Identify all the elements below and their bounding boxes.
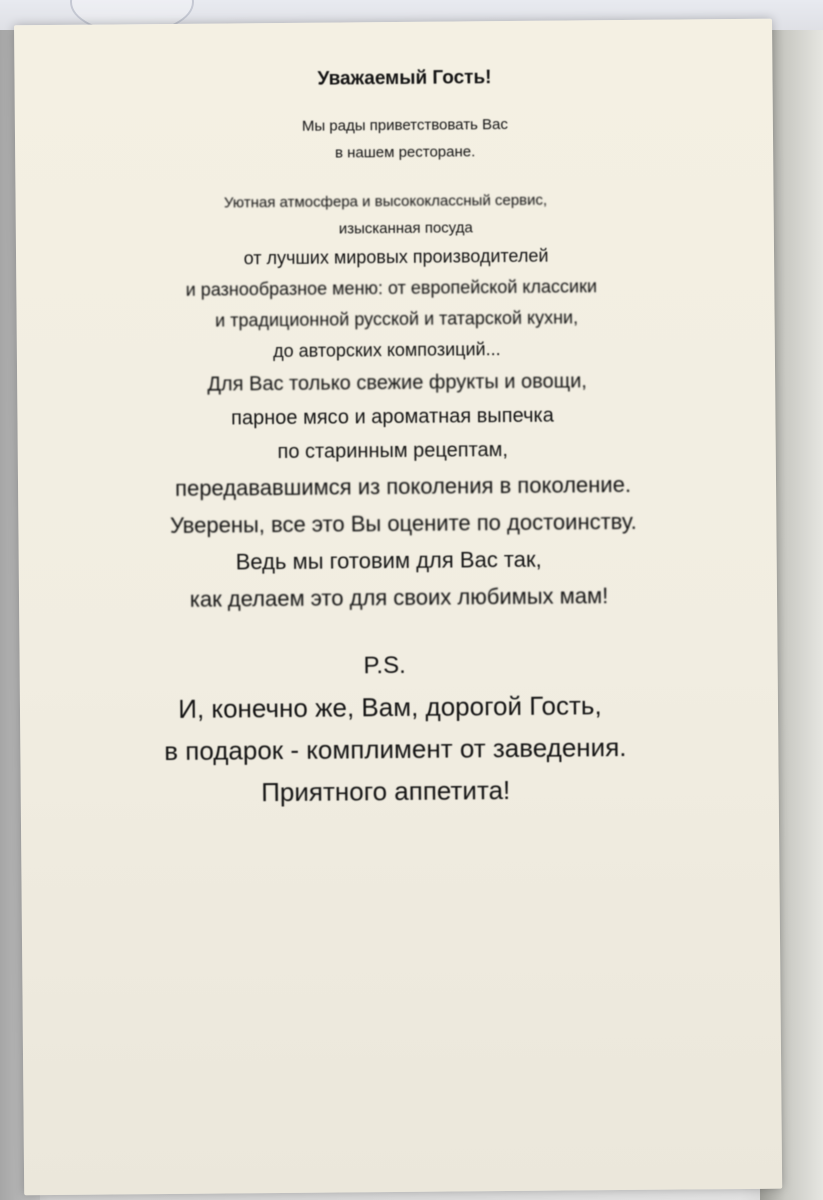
welcome-letter xyxy=(54,59,761,815)
greeting-line: в нашем ресторане. xyxy=(334,143,476,162)
ps-line: Приятного аппетита! xyxy=(261,775,511,808)
show-through-text xyxy=(92,910,612,915)
body-line: Уютная атмосфера и высококлассный сервис, xyxy=(223,191,548,212)
body-line: Уверены, все это Вы оцените по достоинству. xyxy=(169,508,637,538)
body-line: изысканная посуда xyxy=(338,219,473,238)
ps-line: И, конечно же, Вам, дорогой Гость, xyxy=(178,690,602,724)
menu-page xyxy=(14,19,782,1196)
ps-line: в подарок - комплимент от заведения. xyxy=(164,731,627,767)
body-line: Для Вас только свежие фрукты и овощи, xyxy=(207,370,587,396)
ps-label: P.S. xyxy=(363,651,406,680)
letter-title: Уважаемый Гость! xyxy=(317,67,492,90)
body-line: и традиционной русской и татарской кухни, xyxy=(215,307,579,331)
body-line: до авторских композиций... xyxy=(273,339,501,362)
body-line: от лучших мировых производителей xyxy=(243,245,549,269)
body-line: Ведь мы готовим для Вас так, xyxy=(235,546,542,575)
body-line: передававшимся из поколения в поколение. xyxy=(174,471,632,501)
body-line: как делаем это для своих любимых мам! xyxy=(189,583,609,612)
body-line: парное мясо и ароматная выпечка xyxy=(231,404,554,430)
body-line: и разнообразное меню: от европейской классики xyxy=(185,276,598,300)
body-line: по старинным рецептам, xyxy=(277,439,509,464)
greeting-line: Мы рады приветствовать Вас xyxy=(301,116,508,135)
